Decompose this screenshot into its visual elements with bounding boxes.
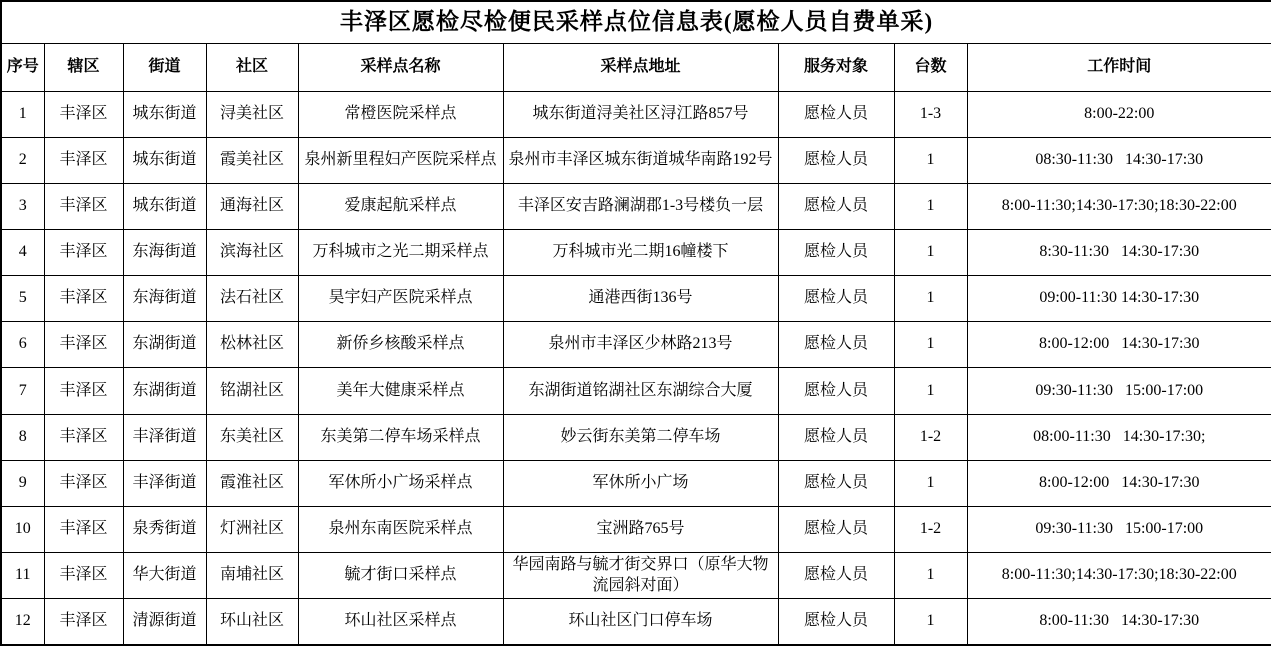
table-cell: 浔美社区 (206, 91, 298, 137)
table-cell: 美年大健康采样点 (298, 368, 503, 414)
table-cell: 愿检人员 (778, 599, 894, 645)
table-cell: 愿检人员 (778, 183, 894, 229)
table-cell: 愿检人员 (778, 460, 894, 506)
table-cell: 毓才街口采样点 (298, 553, 503, 599)
table-cell: 东湖街道铭湖社区东湖综合大厦 (503, 368, 778, 414)
table-cell: 8 (1, 414, 44, 460)
column-header: 序号 (1, 43, 44, 91)
table-cell: 松林社区 (206, 322, 298, 368)
table-cell: 南埔社区 (206, 553, 298, 599)
table-cell: 滨海社区 (206, 229, 298, 275)
table-cell: 4 (1, 229, 44, 275)
table-row (1, 506, 1271, 552)
table-cell: 丰泽街道 (123, 414, 206, 460)
table-row (1, 553, 1271, 599)
table-cell: 1-3 (894, 91, 967, 137)
table-cell: 1 (894, 137, 967, 183)
column-header: 采样点名称 (298, 43, 503, 91)
table-cell: 3 (1, 183, 44, 229)
table-cell: 万科城市光二期16幢楼下 (503, 229, 778, 275)
table-cell: 1 (894, 229, 967, 275)
table-cell: 1 (894, 183, 967, 229)
table-cell: 泉州市丰泽区城东街道城华南路192号 (503, 137, 778, 183)
table-cell: 东美社区 (206, 414, 298, 460)
table-cell: 09:30-11:30 15:00-17:00 (967, 506, 1271, 552)
table-cell: 12 (1, 599, 44, 645)
table-cell: 泉州新里程妇产医院采样点 (298, 137, 503, 183)
table-cell: 1 (894, 599, 967, 645)
table-cell: 09:30-11:30 15:00-17:00 (967, 368, 1271, 414)
table-cell: 泉州东南医院采样点 (298, 506, 503, 552)
table-cell: 城东街道 (123, 137, 206, 183)
table-cell: 东海街道 (123, 276, 206, 322)
table-cell: 丰泽区 (44, 91, 123, 137)
table-cell: 09:00-11:30 14:30-17:30 (967, 276, 1271, 322)
table-cell: 9 (1, 460, 44, 506)
table-cell: 丰泽区 (44, 414, 123, 460)
table-cell: 8:00-12:00 14:30-17:30 (967, 322, 1271, 368)
table-cell: 丰泽区 (44, 322, 123, 368)
table-cell: 8:00-11:30 14:30-17:30 (967, 599, 1271, 645)
table-cell: 丰泽区 (44, 276, 123, 322)
table-cell: 通港西街136号 (503, 276, 778, 322)
table-cell: 泉州市丰泽区少林路213号 (503, 322, 778, 368)
table-cell: 灯洲社区 (206, 506, 298, 552)
table-cell: 愿检人员 (778, 137, 894, 183)
table-cell: 5 (1, 276, 44, 322)
table-cell: 丰泽区 (44, 229, 123, 275)
table-cell: 丰泽区安吉路澜湖郡1-3号楼负一层 (503, 183, 778, 229)
table-cell: 清源街道 (123, 599, 206, 645)
column-header: 台数 (894, 43, 967, 91)
table-cell: 丰泽区 (44, 599, 123, 645)
table-body (1, 91, 1271, 645)
table-row (1, 276, 1271, 322)
table-cell: 1-2 (894, 506, 967, 552)
table-cell: 丰泽街道 (123, 460, 206, 506)
table-cell: 丰泽区 (44, 137, 123, 183)
table-cell: 华大街道 (123, 553, 206, 599)
table-cell: 丰泽区 (44, 506, 123, 552)
column-header: 工作时间 (967, 43, 1271, 91)
title-row (1, 1, 1271, 43)
table-row (1, 368, 1271, 414)
column-header: 社区 (206, 43, 298, 91)
table-cell: 法石社区 (206, 276, 298, 322)
table-cell: 1-2 (894, 414, 967, 460)
table-cell: 1 (894, 276, 967, 322)
table-cell: 08:30-11:30 14:30-17:30 (967, 137, 1271, 183)
table-row (1, 460, 1271, 506)
table-cell: 城东街道 (123, 91, 206, 137)
table-cell: 1 (894, 322, 967, 368)
header-row (1, 43, 1271, 91)
table-cell: 霞淮社区 (206, 460, 298, 506)
table-cell: 愿检人员 (778, 553, 894, 599)
table-title: 丰泽区愿检尽检便民采样点位信息表(愿检人员自费单采) (1, 1, 1271, 43)
table-cell: 8:30-11:30 14:30-17:30 (967, 229, 1271, 275)
table-cell: 10 (1, 506, 44, 552)
table-cell: 常橙医院采样点 (298, 91, 503, 137)
table-cell: 妙云街东美第二停车场 (503, 414, 778, 460)
column-header: 服务对象 (778, 43, 894, 91)
table-cell: 昊宇妇产医院采样点 (298, 276, 503, 322)
table-cell: 愿检人员 (778, 322, 894, 368)
table-cell: 愿检人员 (778, 414, 894, 460)
table-cell: 08:00-11:30 14:30-17:30; (967, 414, 1271, 460)
column-header: 街道 (123, 43, 206, 91)
table-row (1, 599, 1271, 645)
table-row (1, 229, 1271, 275)
table-cell: 愿检人员 (778, 91, 894, 137)
table-cell: 霞美社区 (206, 137, 298, 183)
table-cell: 1 (894, 460, 967, 506)
column-header: 采样点地址 (503, 43, 778, 91)
table-cell: 泉秀街道 (123, 506, 206, 552)
table-cell: 愿检人员 (778, 506, 894, 552)
table-cell: 8:00-22:00 (967, 91, 1271, 137)
table-row (1, 91, 1271, 137)
table-row (1, 322, 1271, 368)
table-row (1, 137, 1271, 183)
table-cell: 丰泽区 (44, 460, 123, 506)
table-cell: 东湖街道 (123, 368, 206, 414)
table-cell: 环山社区 (206, 599, 298, 645)
table-cell: 愿检人员 (778, 276, 894, 322)
table-cell: 2 (1, 137, 44, 183)
table-cell: 愿检人员 (778, 368, 894, 414)
table-cell: 爱康起航采样点 (298, 183, 503, 229)
table-cell: 军休所小广场 (503, 460, 778, 506)
table-cell: 宝洲路765号 (503, 506, 778, 552)
table-cell: 环山社区采样点 (298, 599, 503, 645)
table-cell: 1 (894, 368, 967, 414)
table-row (1, 183, 1271, 229)
table-cell: 新侨乡核酸采样点 (298, 322, 503, 368)
table-cell: 丰泽区 (44, 368, 123, 414)
table-cell: 丰泽区 (44, 183, 123, 229)
table-cell: 环山社区门口停车场 (503, 599, 778, 645)
table-cell: 丰泽区 (44, 553, 123, 599)
table-cell: 6 (1, 322, 44, 368)
table-cell: 8:00-11:30;14:30-17:30;18:30-22:00 (967, 183, 1271, 229)
table-cell: 东美第二停车场采样点 (298, 414, 503, 460)
table-cell: 华园南路与毓才街交界口（原华大物流园斜对面） (503, 553, 778, 599)
table-cell: 愿检人员 (778, 229, 894, 275)
table-cell: 东海街道 (123, 229, 206, 275)
table-row (1, 414, 1271, 460)
column-header: 辖区 (44, 43, 123, 91)
table-cell: 东湖街道 (123, 322, 206, 368)
table-cell: 1 (1, 91, 44, 137)
table-cell: 11 (1, 553, 44, 599)
table-cell: 8:00-11:30;14:30-17:30;18:30-22:00 (967, 553, 1271, 599)
table-cell: 城东街道浔美社区浔江路857号 (503, 91, 778, 137)
table-cell: 万科城市之光二期采样点 (298, 229, 503, 275)
table-cell: 1 (894, 553, 967, 599)
table-cell: 7 (1, 368, 44, 414)
table-cell: 城东街道 (123, 183, 206, 229)
table-cell: 通海社区 (206, 183, 298, 229)
table-cell: 8:00-12:00 14:30-17:30 (967, 460, 1271, 506)
table-cell: 军休所小广场采样点 (298, 460, 503, 506)
table-cell: 铭湖社区 (206, 368, 298, 414)
